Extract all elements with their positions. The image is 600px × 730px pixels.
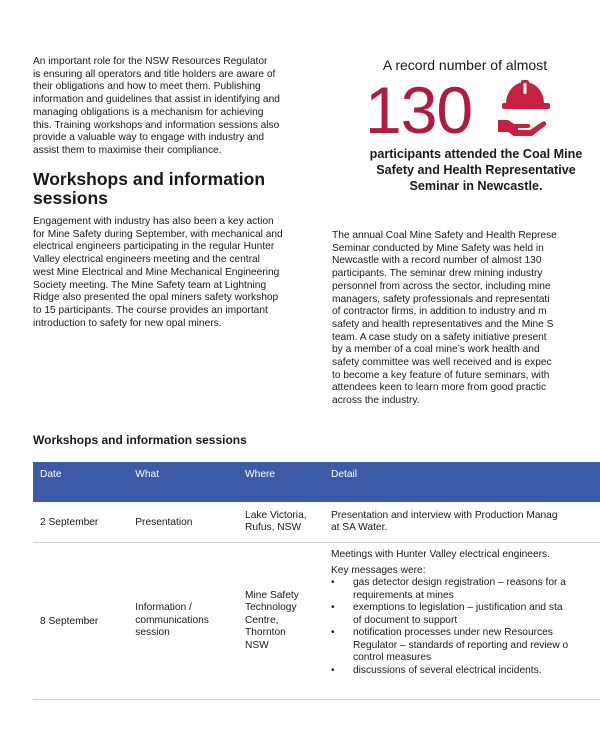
- record-pretext: A record number of almost: [382, 57, 548, 73]
- bullet-line: control measures: [352, 652, 432, 663]
- bullet-line: • notification processes under new Resources: [352, 627, 553, 638]
- cell-line: Mine Safety: [245, 589, 299, 601]
- bullet-line: • exemptions to legislation – justification and sta: [352, 602, 563, 613]
- cell-line: Lake Victoria,: [245, 509, 307, 521]
- cell-line: session: [135, 627, 170, 639]
- section-line: Society meeting. The Mine Safety team at Lightning: [33, 279, 267, 291]
- sessions-table: [33, 462, 600, 730]
- table-row: [33, 543, 600, 700]
- list-item: [331, 577, 600, 602]
- section-heading: Workshops and information sessions: [33, 169, 266, 208]
- seminar-line: personnel from across the sector, including mine: [332, 280, 551, 292]
- cell-where: [238, 502, 324, 543]
- bullet-line: of document to support: [352, 614, 458, 626]
- seminar-line: safety and health representatives and the Mine S: [332, 318, 554, 330]
- list-item: [331, 602, 600, 627]
- cell-line: Key messages were:: [330, 564, 426, 576]
- cell-line: Meetings with Hunter Valley electrical engineers.: [330, 549, 550, 560]
- section-paragraph: [33, 216, 325, 330]
- section-line: introduction to safety for new opal miners.: [33, 317, 222, 329]
- table-title: Workshops and information sessions: [33, 433, 247, 447]
- section-line: to 15 participants. The course provides an important: [33, 304, 268, 316]
- cell-detail: [324, 543, 600, 700]
- intro-line: managing obligations is a mechanism for achieving: [33, 106, 264, 118]
- seminar-line: across the industry.: [332, 395, 420, 407]
- section-line: Ridge also presented the opal miners safety workshop: [33, 292, 279, 304]
- cell-where: [238, 543, 324, 700]
- seminar-line: of contractor firms, in addition to industry and m: [332, 306, 547, 318]
- cell-date: 8 September: [33, 543, 128, 700]
- header-detail: Detail: [324, 462, 600, 502]
- cell-line: Rufus, NSW: [245, 522, 302, 533]
- intro-line: An important role for the NSW Resources Regulator: [33, 56, 268, 67]
- bullet-line: • gas detector design registration – reasons for a: [352, 577, 566, 588]
- bullet-line: requirements at mines: [352, 589, 454, 601]
- header-where: Where: [238, 462, 324, 502]
- section-line: Engagement with industry has also been a key action: [33, 216, 274, 227]
- intro-line: is ensuring all operators and title holders are aware of: [33, 68, 276, 80]
- section-line: Valley electrical engineers meeting and the central: [33, 254, 260, 266]
- cell-line: at SA Water.: [330, 522, 388, 533]
- table-row: [33, 502, 600, 543]
- table-header-row: [33, 462, 600, 502]
- seminar-line: attendees keen to learn more from good practic: [332, 382, 547, 394]
- section-line: electrical engineers participating in the regular Hunter: [33, 241, 275, 253]
- bullet-line: Regulator – standards of reporting and review o: [352, 639, 569, 651]
- seminar-line: by a member of a coal mine’s work health and: [332, 344, 540, 356]
- cell-what: Presentation: [128, 502, 238, 543]
- cell-line: Thornton: [245, 627, 286, 639]
- section-line: west Mine Electrical and Mine Mechanical Engineering: [33, 266, 280, 278]
- cell-line: Technology: [245, 602, 297, 614]
- list-item: [331, 627, 600, 665]
- cell-what: [128, 543, 238, 700]
- cell-line: Presentation and interview with Production Manag: [330, 509, 558, 521]
- seminar-line: team. A case study on a safety initiative present: [332, 331, 547, 343]
- seminar-line: participants. The seminar drew mining industry: [332, 268, 543, 280]
- cell-detail: [324, 502, 600, 543]
- header-date: Date: [33, 462, 128, 502]
- intro-line: this. Training workshops and information sessions also: [33, 119, 280, 131]
- intro-line: information and guidelines that assist in identifying and: [33, 94, 280, 106]
- intro-paragraph: [33, 56, 315, 158]
- record-number: 130: [365, 73, 473, 147]
- seminar-line: to become a key feature of future seminars, with: [332, 369, 550, 381]
- cell-line: NSW: [245, 639, 269, 651]
- bullet-line: • discussions of several electrical incidents.: [352, 664, 542, 676]
- seminar-line: Newcastle with a record number of almost 130: [332, 255, 542, 267]
- cell-line: communications: [135, 614, 209, 626]
- section-line: for Mine Safety during September, with mechanical and: [33, 228, 283, 240]
- seminar-paragraph: [332, 230, 600, 408]
- seminar-line: The annual Coal Mine Safety and Health Represe: [332, 230, 557, 241]
- list-item: [331, 665, 600, 678]
- intro-line: assist them to maximise their compliance.: [33, 144, 222, 156]
- cell-date: 2 September: [33, 502, 128, 543]
- intro-line: provide a valuable way to engage with industry and: [33, 132, 265, 144]
- header-what: What: [128, 462, 238, 502]
- intro-line: their obligations and how to meet them. Publishing: [33, 81, 261, 93]
- cell-line: Information /: [135, 602, 192, 614]
- record-caption: participants attended the Coal Mine Safety and Health Representative Seminar in Newcastle.: [369, 147, 583, 193]
- seminar-line: safety committee was well received and is expec: [332, 357, 552, 369]
- seminar-line: Seminar conducted by Mine Safety was held in: [332, 242, 544, 254]
- cell-line: Centre,: [245, 614, 279, 626]
- key-messages-list: [331, 577, 600, 677]
- hardhat-hand-icon: [494, 74, 556, 140]
- seminar-line: managers, safety professionals and representati: [332, 293, 550, 305]
